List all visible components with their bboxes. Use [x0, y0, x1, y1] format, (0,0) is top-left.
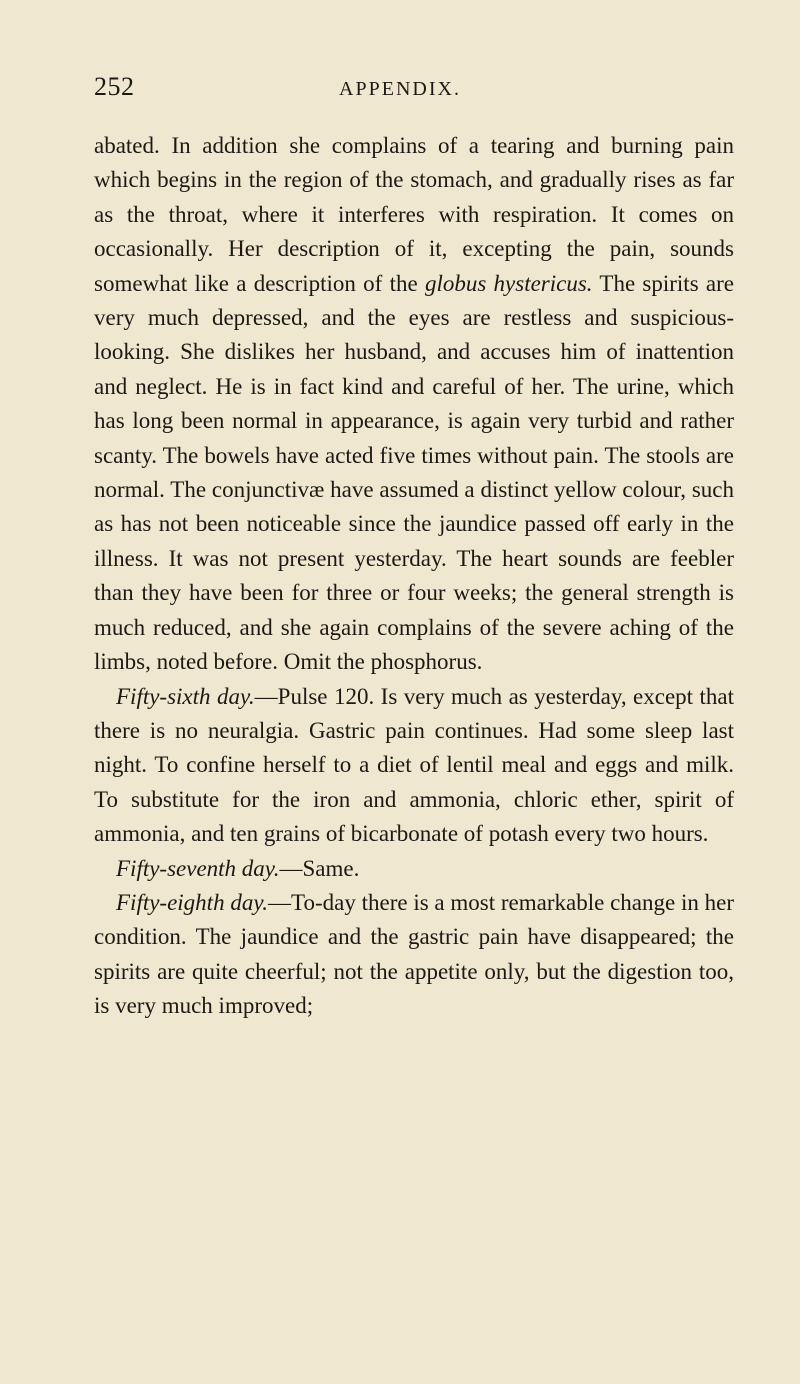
- paragraph-text: —Pulse 120. Is very much as yesterday, except that there is no neuralgia. Gastric pain continues. Had some sleep last night. To confine herself to a diet of lentil meal and eggs and milk. To substitute for the iron and ammonia, chloric ether, spirit of ammonia, and ten grains of bicarbonate of potash every two hours.: [94, 683, 734, 847]
- italic-term: globus hystericus.: [424, 270, 593, 296]
- day-label: Fifty-eighth day.: [116, 889, 269, 915]
- paragraph-text: The spirits are very much depressed, and the eyes are restless and suspicious-looking. She dislikes her husband, and accuses him of inattention and neglect. He is in fact kind and careful of her. The urine, which has long been normal in appearance, is again very turbid and rather scanty. The bowels have acted five times without pain. The stools are normal. The conjunctivæ have assumed a distinct yellow colour, such as has not been noticeable since the jaundice passed off early in the illness. It was not present yesterday. The heart sounds are feebler than they have been for three or four weeks; the general strength is much reduced, and she again complains of the severe aching of the limbs, noted before. Omit the phosphorus.: [94, 270, 734, 675]
- paragraph: [94, 886, 734, 1024]
- page-header: [0, 72, 800, 108]
- day-label: Fifty-seventh day.: [116, 855, 280, 881]
- paragraph: [94, 680, 734, 852]
- paragraph: [94, 129, 734, 680]
- paragraph-text: —To-day there is a most remarkable change in her condition. The jaundice and the gastric pain have disappeared; the spirits are quite cheerful; not the appetite only, but the digestion too, is very much improved;: [94, 889, 735, 1019]
- page-number: 252: [94, 72, 135, 101]
- running-head: APPENDIX.: [339, 78, 461, 100]
- day-label: Fifty-sixth day.: [116, 683, 255, 709]
- paragraph: [94, 852, 734, 886]
- paragraph-text: abated. In addition she complains of a tearing and burning pain which begins in the region of the stomach, and gradually rises as far as the throat, where it interferes with respiration. It comes on occasionally. Her description of it, excepting the pain, sounds somewhat like a description of the: [94, 133, 734, 296]
- paragraph-text: —Same.: [279, 855, 360, 881]
- body-text: [94, 129, 734, 1024]
